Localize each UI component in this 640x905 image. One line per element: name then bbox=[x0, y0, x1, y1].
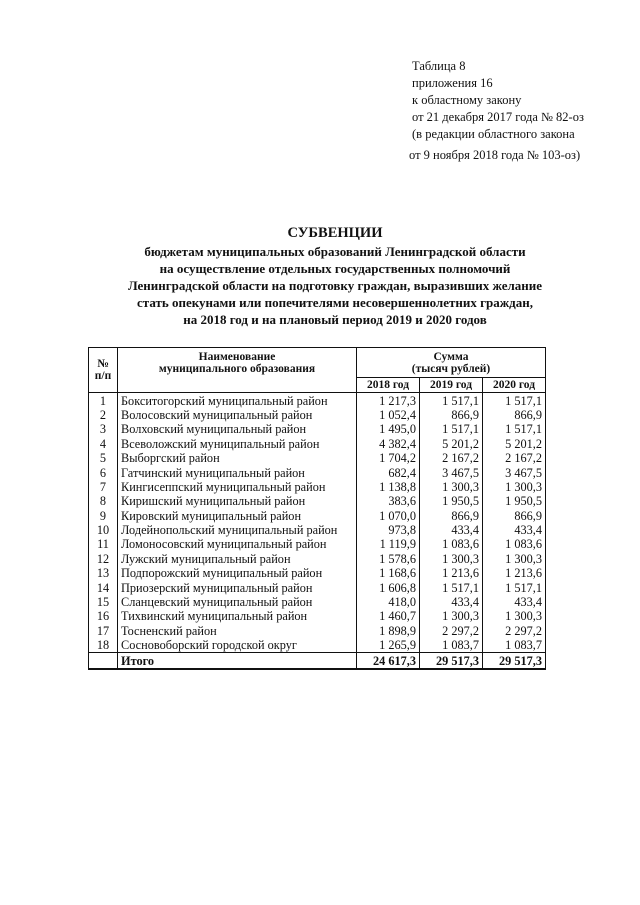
amount-cell: 1 300,3 bbox=[483, 480, 546, 494]
amount-cell: 1 517,1 bbox=[483, 580, 546, 594]
header-note-line: к областному закону bbox=[412, 93, 522, 107]
total-amount: 29 517,3 bbox=[483, 653, 546, 669]
amount-cell: 5 201,2 bbox=[420, 437, 483, 451]
amount-cell: 866,9 bbox=[420, 408, 483, 422]
amount-cell: 973,8 bbox=[357, 523, 420, 537]
municipality-name: Лужский муниципальный район bbox=[118, 552, 357, 566]
row-number: 5 bbox=[89, 451, 118, 465]
amount-cell: 1 300,3 bbox=[483, 552, 546, 566]
amount-cell: 418,0 bbox=[357, 595, 420, 609]
municipality-name: Кировский муниципальный район bbox=[118, 509, 357, 523]
header-note-line: Таблица 8 bbox=[412, 59, 466, 73]
amount-cell: 1 950,5 bbox=[420, 494, 483, 508]
table-row bbox=[89, 624, 546, 638]
amount-cell: 433,4 bbox=[420, 595, 483, 609]
subsidies-table bbox=[88, 347, 546, 670]
table-row bbox=[89, 408, 546, 422]
row-number: 4 bbox=[89, 437, 118, 451]
municipality-name: Сланцевский муниципальный район bbox=[118, 595, 357, 609]
amount-cell: 433,4 bbox=[420, 523, 483, 537]
amount-cell: 3 467,5 bbox=[483, 465, 546, 479]
table-row bbox=[89, 465, 546, 479]
municipality-name: Тихвинский муниципальный район bbox=[118, 609, 357, 623]
amount-cell: 433,4 bbox=[483, 523, 546, 537]
table-body bbox=[89, 393, 546, 669]
table-row bbox=[89, 451, 546, 465]
total-empty-cell bbox=[89, 653, 118, 669]
total-amount: 24 617,3 bbox=[357, 653, 420, 669]
municipality-name: Волховский муниципальный район bbox=[118, 422, 357, 436]
amount-cell: 1 300,3 bbox=[420, 609, 483, 623]
amount-cell: 5 201,2 bbox=[483, 437, 546, 451]
row-number: 17 bbox=[89, 624, 118, 638]
amount-cell: 1 119,9 bbox=[357, 537, 420, 551]
col-header-name-line2: муниципального образования bbox=[158, 363, 316, 375]
row-number: 18 bbox=[89, 638, 118, 653]
amount-cell: 1 083,7 bbox=[420, 638, 483, 653]
amount-cell: 1 213,6 bbox=[483, 566, 546, 580]
amount-cell: 1 217,3 bbox=[357, 393, 420, 408]
amount-cell: 1 300,3 bbox=[420, 552, 483, 566]
amount-cell: 1 083,6 bbox=[483, 537, 546, 551]
title-main: СУБВЕНЦИИ bbox=[287, 225, 383, 241]
amount-cell: 1 517,1 bbox=[420, 393, 483, 408]
amount-cell: 1 300,3 bbox=[483, 609, 546, 623]
table-row bbox=[89, 393, 546, 408]
table-row bbox=[89, 552, 546, 566]
municipality-name: Приозерский муниципальный район bbox=[118, 580, 357, 594]
title-line: на 2018 год и на плановый период 2019 и 2020 годов bbox=[183, 312, 487, 327]
row-number: 1 bbox=[89, 393, 118, 408]
col-header-no: № п/п bbox=[89, 348, 118, 393]
municipality-name: Всеволожский муниципальный район bbox=[118, 437, 357, 451]
amount-cell: 1 950,5 bbox=[483, 494, 546, 508]
amount-cell: 1 517,1 bbox=[483, 393, 546, 408]
col-header-name-line1: Наименование bbox=[198, 351, 276, 363]
amount-cell: 1 578,6 bbox=[357, 552, 420, 566]
amount-cell: 2 167,2 bbox=[483, 451, 546, 465]
amount-cell: 1 898,9 bbox=[357, 624, 420, 638]
amount-cell: 383,6 bbox=[357, 494, 420, 508]
table-row bbox=[89, 566, 546, 580]
row-number: 13 bbox=[89, 566, 118, 580]
municipality-name: Лодейнопольский муниципальный район bbox=[118, 523, 357, 537]
header-note bbox=[409, 58, 584, 164]
amount-cell: 1 070,0 bbox=[357, 509, 420, 523]
total-amount: 29 517,3 bbox=[420, 653, 483, 669]
municipality-name: Подпорожский муниципальный район bbox=[118, 566, 357, 580]
amount-cell: 1 052,4 bbox=[357, 408, 420, 422]
col-header-year: 2020 год bbox=[483, 378, 546, 393]
col-header-name bbox=[118, 348, 357, 393]
row-number: 6 bbox=[89, 465, 118, 479]
title-line: на осуществление отдельных государственных полномочий bbox=[159, 261, 511, 276]
amount-cell: 866,9 bbox=[420, 509, 483, 523]
amount-cell: 1 517,1 bbox=[420, 422, 483, 436]
table-row bbox=[89, 638, 546, 653]
amount-cell: 2 297,2 bbox=[483, 624, 546, 638]
amount-cell: 1 138,8 bbox=[357, 480, 420, 494]
row-number: 16 bbox=[89, 609, 118, 623]
amount-cell: 1 083,7 bbox=[483, 638, 546, 653]
col-header-year: 2018 год bbox=[357, 378, 420, 393]
table-row bbox=[89, 437, 546, 451]
municipality-name: Волосовский муниципальный район bbox=[118, 408, 357, 422]
amount-cell: 1 517,1 bbox=[483, 422, 546, 436]
municipality-name: Тосненский район bbox=[118, 624, 357, 638]
amount-cell: 1 460,7 bbox=[357, 609, 420, 623]
row-number: 7 bbox=[89, 480, 118, 494]
row-number: 3 bbox=[89, 422, 118, 436]
amount-cell: 4 382,4 bbox=[357, 437, 420, 451]
municipality-name: Гатчинский муниципальный район bbox=[118, 465, 357, 479]
amount-cell: 433,4 bbox=[483, 595, 546, 609]
col-header-year: 2019 год bbox=[420, 378, 483, 393]
table-row bbox=[89, 509, 546, 523]
row-number: 12 bbox=[89, 552, 118, 566]
col-header-sum bbox=[357, 348, 546, 378]
header-note-line: от 9 ноября 2018 года № 103-оз) bbox=[409, 148, 581, 162]
col-header-sum-line1: Сумма bbox=[433, 351, 469, 363]
amount-cell: 2 297,2 bbox=[420, 624, 483, 638]
row-number: 11 bbox=[89, 537, 118, 551]
amount-cell: 1 606,8 bbox=[357, 580, 420, 594]
header-note-line: приложения 16 bbox=[412, 76, 493, 90]
amount-cell: 1 517,1 bbox=[420, 580, 483, 594]
amount-cell: 682,4 bbox=[357, 465, 420, 479]
amount-cell: 1 168,6 bbox=[357, 566, 420, 580]
table-row bbox=[89, 580, 546, 594]
amount-cell: 2 167,2 bbox=[420, 451, 483, 465]
row-number: 10 bbox=[89, 523, 118, 537]
title-line: Ленинградской области на подготовку граждан, выразивших желание bbox=[127, 278, 543, 293]
row-number: 14 bbox=[89, 580, 118, 594]
amount-cell: 1 704,2 bbox=[357, 451, 420, 465]
municipality-name: Киришский муниципальный район bbox=[118, 494, 357, 508]
row-number: 9 bbox=[89, 509, 118, 523]
title-line: бюджетам муниципальных образований Ленинградской области bbox=[144, 244, 526, 259]
title-line: стать опекунами или попечителями несовершеннолетних граждан, bbox=[137, 295, 533, 310]
total-row bbox=[89, 653, 546, 669]
municipality-name: Выборгский район bbox=[118, 451, 357, 465]
table-row bbox=[89, 595, 546, 609]
amount-cell: 3 467,5 bbox=[420, 465, 483, 479]
amount-cell: 1 265,9 bbox=[357, 638, 420, 653]
header-note-line: от 21 декабря 2017 года № 82-оз bbox=[412, 110, 584, 124]
amount-cell: 866,9 bbox=[483, 408, 546, 422]
municipality-name: Сосновоборский городской округ bbox=[118, 638, 357, 653]
row-number: 15 bbox=[89, 595, 118, 609]
total-label: Итого bbox=[118, 653, 357, 669]
table-row bbox=[89, 422, 546, 436]
municipality-name: Ломоносовский муниципальный район bbox=[118, 537, 357, 551]
amount-cell: 1 213,6 bbox=[420, 566, 483, 580]
row-number: 2 bbox=[89, 408, 118, 422]
municipality-name: Бокситогорский муниципальный район bbox=[118, 393, 357, 408]
table-row bbox=[89, 494, 546, 508]
table-row bbox=[89, 537, 546, 551]
header-note-line: (в редакции областного закона bbox=[412, 127, 575, 141]
amount-cell: 1 300,3 bbox=[420, 480, 483, 494]
table-row bbox=[89, 480, 546, 494]
amount-cell: 1 495,0 bbox=[357, 422, 420, 436]
col-header-sum-line2: (тысяч рублей) bbox=[411, 363, 491, 375]
table-row bbox=[89, 609, 546, 623]
row-number: 8 bbox=[89, 494, 118, 508]
amount-cell: 1 083,6 bbox=[420, 537, 483, 551]
municipality-name: Кингисеппский муниципальный район bbox=[118, 480, 357, 494]
document-title bbox=[80, 225, 590, 328]
table-row bbox=[89, 523, 546, 537]
amount-cell: 866,9 bbox=[483, 509, 546, 523]
